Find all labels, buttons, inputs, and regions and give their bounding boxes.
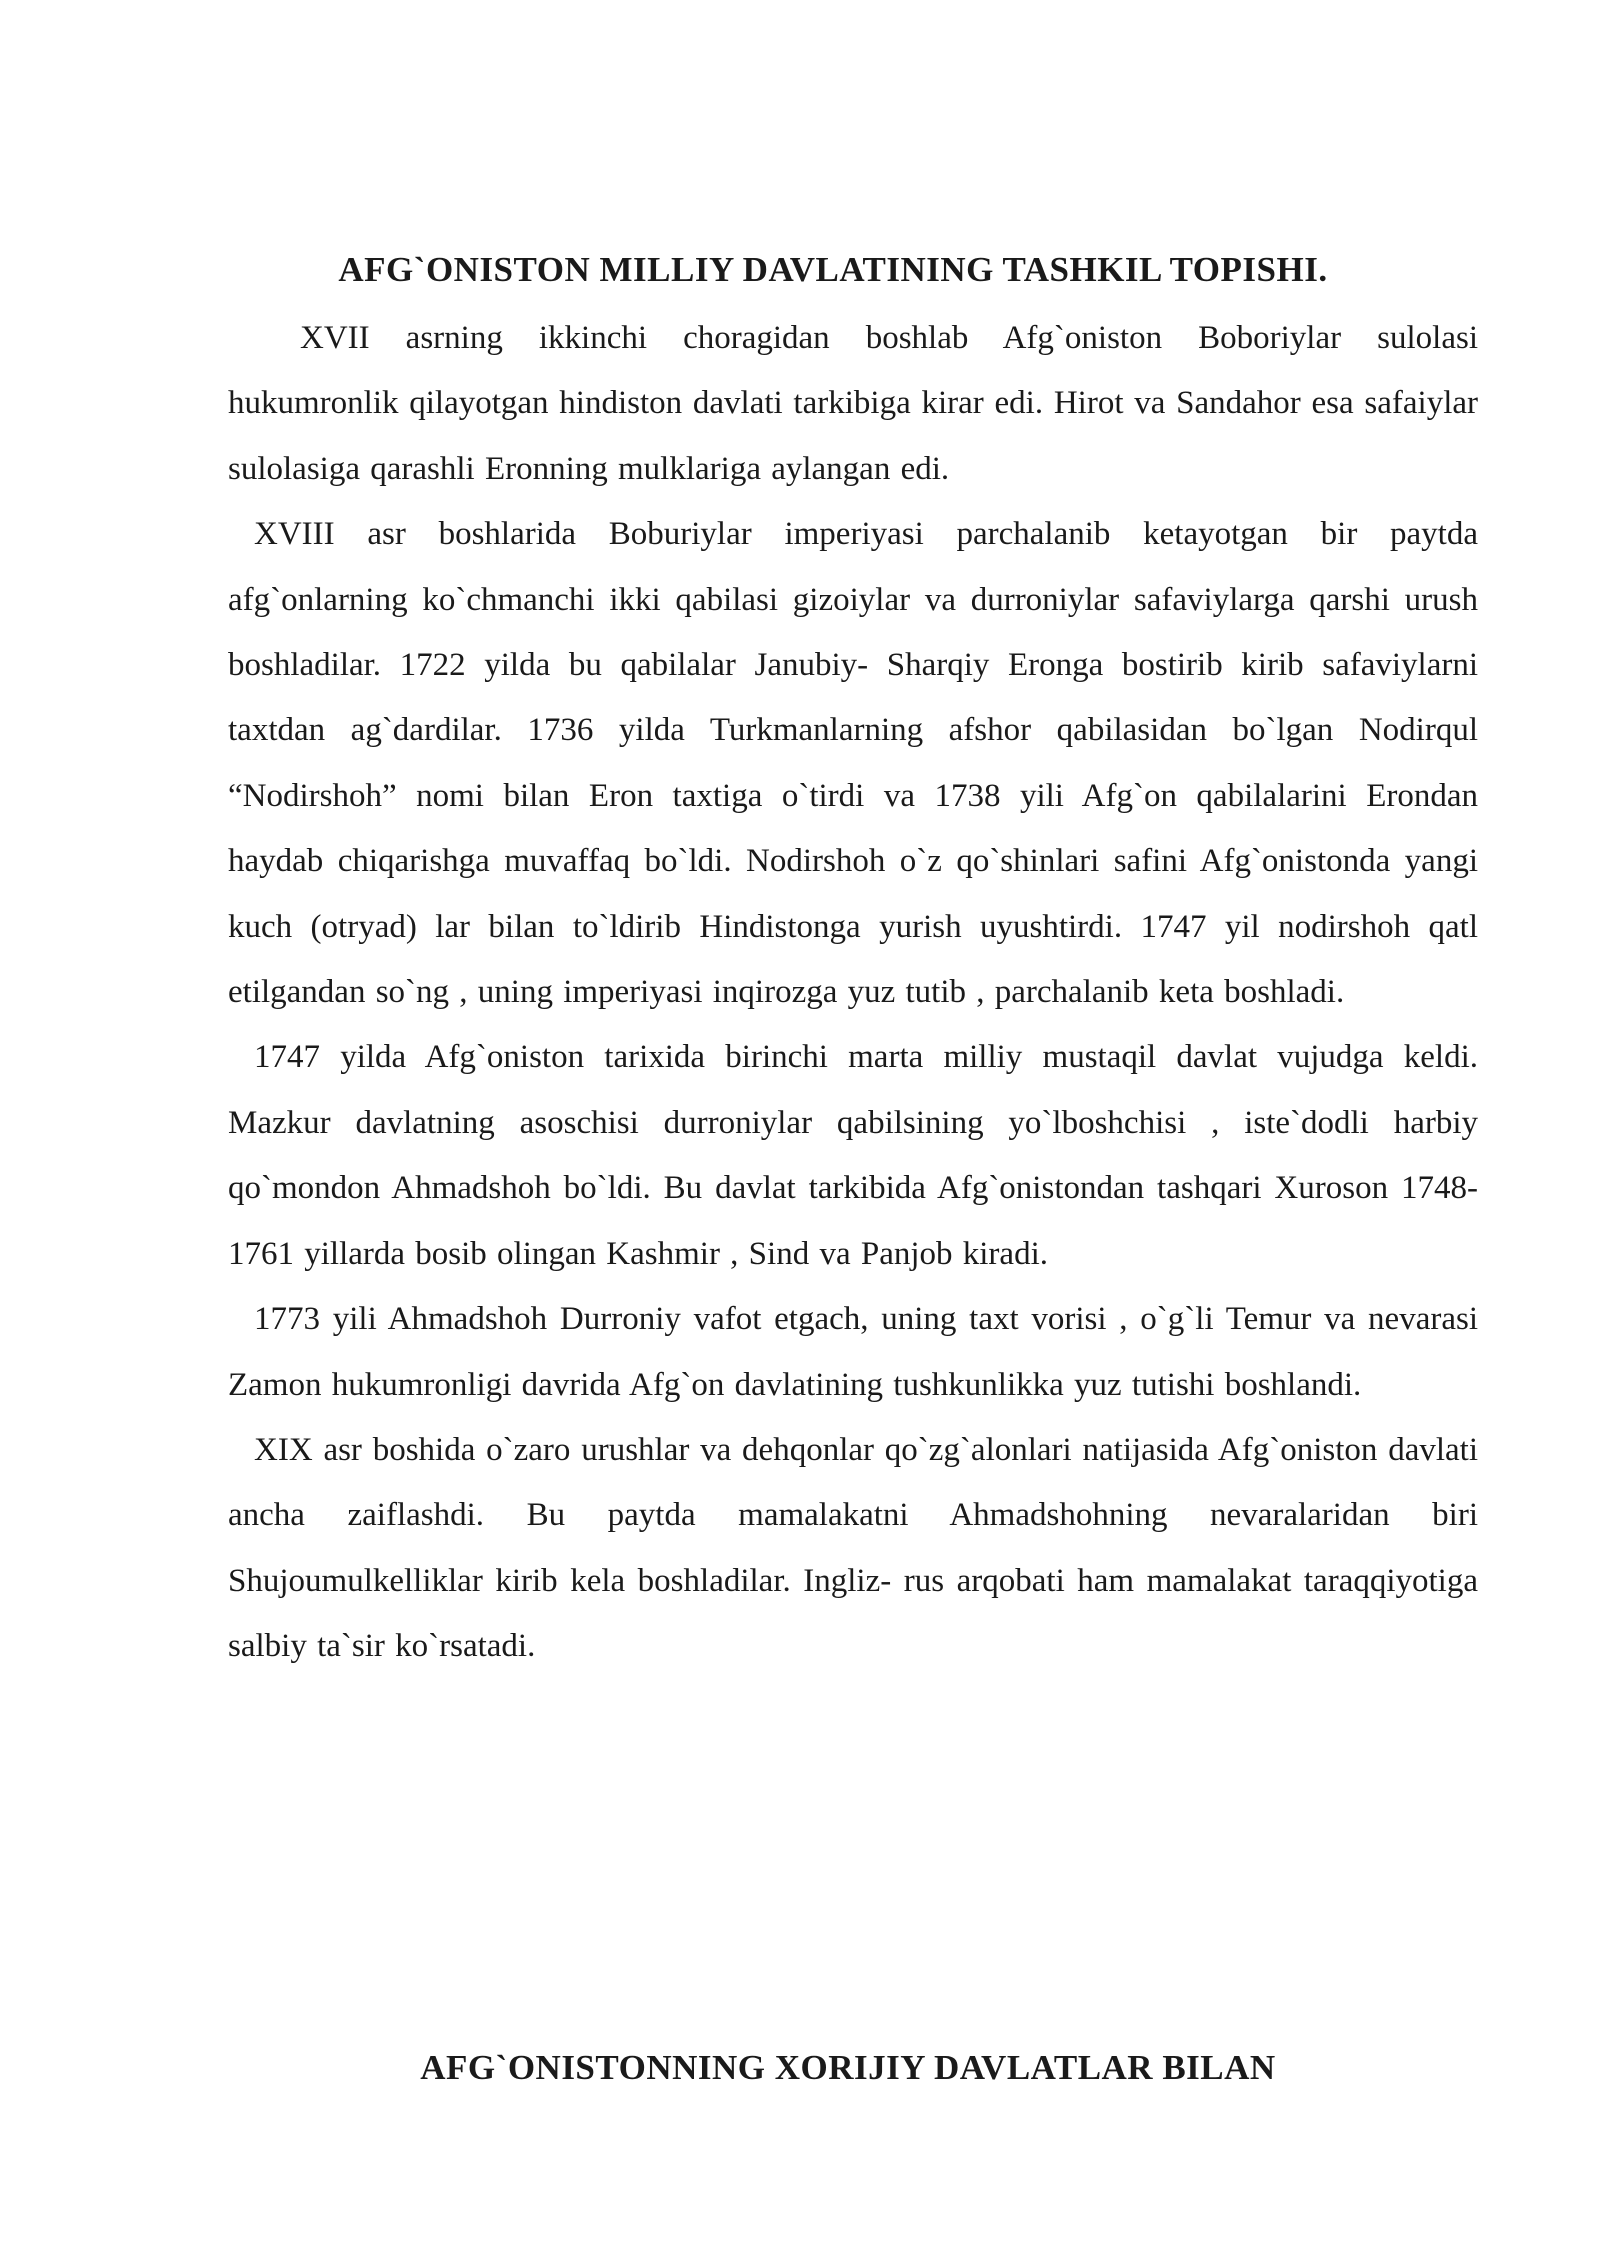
paragraph: XVIII asr boshlarida Boburiylar imperiyasi parchalanib ketayotgan bir paytda afg`onlarning ko`chmanchi ikki qabilasi gizoiylar va durroniylar safaviylarga qarshi urush boshladilar. 1722 yilda bu qabilalar Janubiy- Sharqiy Eronga bostirib kirib safaviylarni taxtdan ag`dardilar. 1736 yilda Turkmanlarning afshor qabilasidan bo`lgan Nodirqul “Nodirshoh” nomi bilan Eron taxtiga o`tirdi va 1738 yili Afg`on qabilalarini Erondan haydab chiqarishga muvaffaq bo`ldi. Nodirshoh o`z qo`shinlari safini Afg`onistonda yangi kuch (otryad) lar bilan to`ldirib Hindistonga yurish uyushtirdi. 1747 yil nodirshoh qatl etilgandan so`ng , uning imperiyasi inqirozga yuz tutib , parchalanib keta boshladi. [228,516,1478,1011]
paragraph: XIX asr boshida o`zaro urushlar va dehqonlar qo`zg`alonlari natijasida Afg`oniston davlati ancha zaiflashdi. Bu paytda mamalakatni Ahmadshohning nevaralaridan biri Shujoumulkelliklar kirib kela boshladilar. Ingliz- rus arqobati ham mamalakat taraqqiyotiga salbiy ta`sir ko`rsatadi. [228,1431,1478,1665]
section-heading: AFG`ONISTON MILLIY DAVLATINING TASHKIL TOPISHI. [338,250,1328,289]
paragraph: XVII asrning ikkinchi choragidan boshlab Afg`oniston Boboriylar sulolasi hukumronlik qilayotgan hindiston davlati tarkibiga kirar edi. Hirot va Sandahor esa safaiylar sulolasiga qarashli Eronning mulklariga aylangan edi. [228,320,1478,487]
next-section-heading: AFG`ONISTONNING XORIJIY DAVLATLAR BILAN [420,2048,1276,2087]
body-text [228,306,1478,1680]
paragraph: 1773 yili Ahmadshoh Durroniy vafot etgach, uning taxt vorisi , o`g`li Temur va nevarasi Zamon hukumronligi davrida Afg`on davlatining tushkunlikka yuz tutishi boshlandi. [228,1301,1478,1403]
paragraph: 1747 yilda Afg`oniston tarixida birinchi marta milliy mustaqil davlat vujudga keldi. Mazkur davlatning asoschisi durroniylar qabilsining yo`lboshchisi , iste`dodli harbiy qo`mondon Ahmadshoh bo`ldi. Bu davlat tarkibida Afg`onistondan tashqari Xuroson 1748-1761 yillarda bosib olingan Kashmir , Sind va Panjob kiradi. [228,1039,1478,1272]
